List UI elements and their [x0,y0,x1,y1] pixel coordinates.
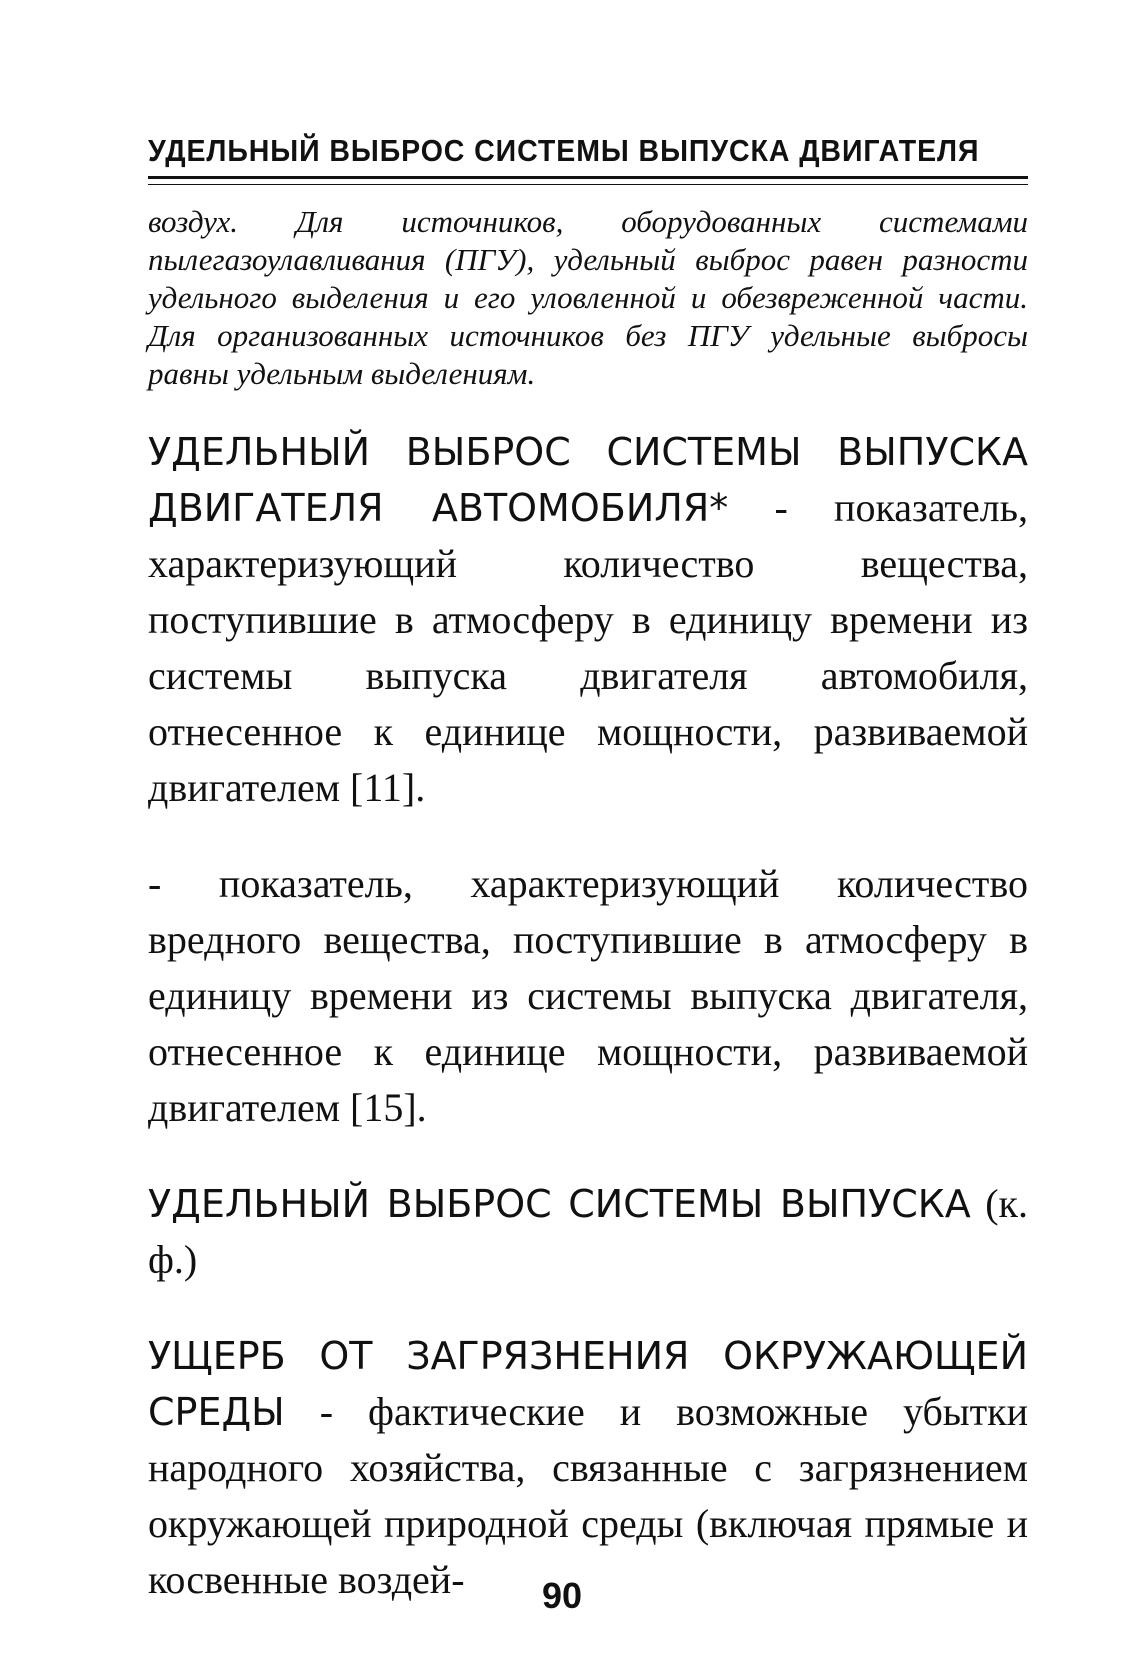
running-head: УДЕЛЬНЫЙ ВЫБРОС СИСТЕМЫ ВЫПУСКА ДВИГАТЕЛЯ [148,133,980,168]
book-page [148,130,1028,1648]
header-rule-thick [148,176,1028,179]
page-number: 90 [541,1575,583,1616]
entry-exhaust-vehicle [148,424,1028,816]
intro-paragraph: воздух. Для источников, оборудованных системами пылегазоулавливания (ПГУ), удельный выброс равен разности удельного выделения и его уловленной и обезвреженной части. Для организованных источников без ПГУ удельные выбросы равны удельным выделениям. [148,204,1028,391]
entry-exhaust-alt-definition [148,856,1028,1136]
entry-term: УЩЕРБ ОТ ЗАГРЯЗНЕНИЯ ОКРУЖАЮЩЕЙ СРЕДЫ [148,1334,1028,1434]
entry-definition: - показатель, характеризующий количество вещества, поступившие в атмосферу в единицу времени из системы выпуска двигателя автомобиля, отнесенное к единице мощности, развиваемой двигателем [11]. [148,485,1028,810]
entry-definition: - фактические и возможные убытки народного хозяйства, связанные с загрязнением окружающей природной среды (включая прямые и косвенные воздей- [148,1389,1028,1602]
header-rule-thin [148,184,1028,185]
entry-damage [148,1328,1028,1608]
entry-exhaust-system [148,1176,1028,1288]
entry-term: УДЕЛЬНЫЙ ВЫБРОС СИСТЕМЫ ВЫПУСКА [148,1182,971,1226]
entry-definition: (к. ф.) [148,1181,1028,1282]
entry-term: УДЕЛЬНЫЙ ВЫБРОС СИСТЕМЫ ВЫПУСКА ДВИГАТЕЛЯ АВТОМОБИЛЯ* [148,430,1028,530]
entry-definition: - показатель, характеризующий количество вредного вещества, поступившие в атмосферу в единицу времени из системы выпуска двигателя, отнесенное к единице мощности, развиваемой двигателем [15]. [148,861,1028,1130]
